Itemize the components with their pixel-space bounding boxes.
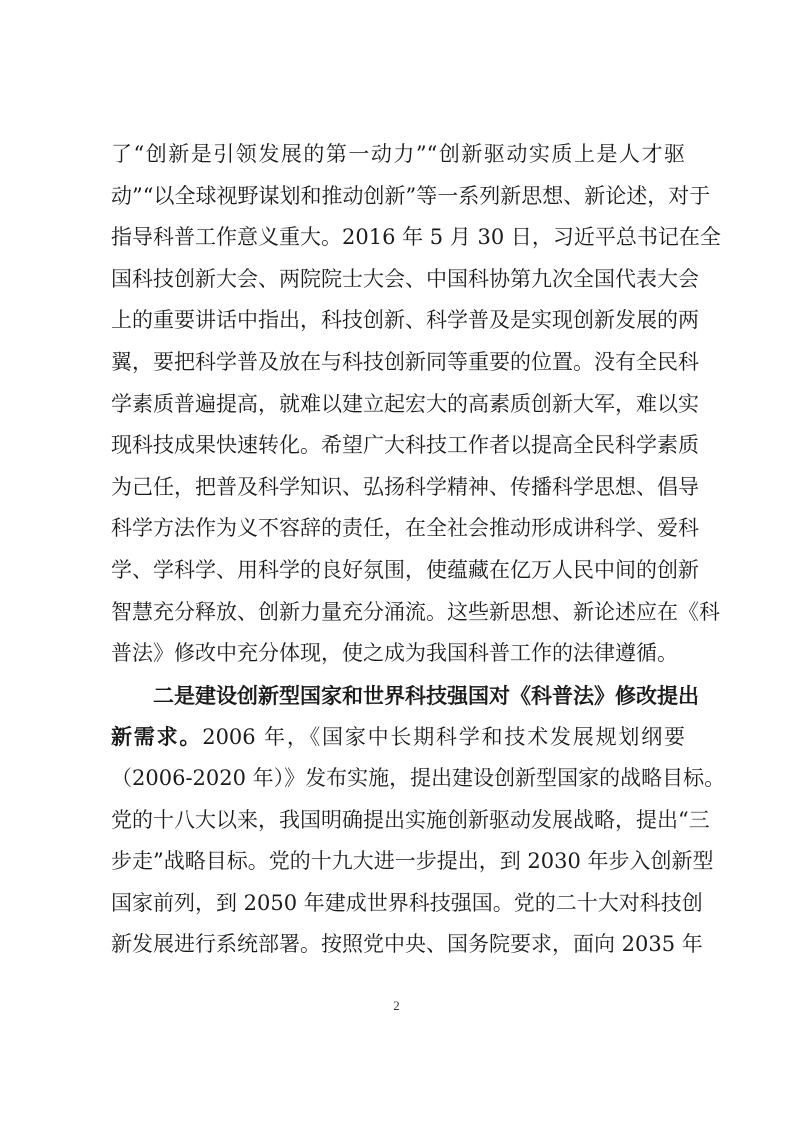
text-line: 现科技成果快速转化。希望广大科技工作者以提高全民科学素质 — [111, 433, 699, 458]
text-line: （2006-2020 年）》发布实施，提出建设创新型国家的战略目标。 — [111, 765, 726, 790]
text-line: 翼，要把科学普及放在与科技创新同等重要的位置。没有全民科 — [111, 349, 699, 374]
text-span: 2006 年，《国家中长期科学和技术发展规划纲要 — [202, 725, 685, 750]
text-line: 国科技创新大会、两院院士大会、中国科协第九次全国代表大会 — [111, 266, 699, 291]
paragraph-heading-line — [111, 675, 699, 717]
text-line: 指导科普工作意义重大。2016 年 5 月 30 日，习近平总书记在全 — [111, 225, 721, 250]
text-line: 学素质普遍提高，就难以建立起宏大的高素质创新大军，难以实 — [111, 391, 699, 416]
text-line: 党的十八大以来，我国明确提出实施创新驱动发展战略，提出“三 — [111, 807, 710, 832]
text-line: 普法》修改中充分体现，使之成为我国科普工作的法律遵循。 — [111, 641, 678, 666]
text-line: 为己任，把普及科学知识、弘扬科学精神、传播科学思想、倡导 — [111, 474, 699, 499]
text-line: 步走”战略目标。党的十九大进一步提出，到 2030 年步入创新型 — [111, 849, 714, 874]
text-line: 了“创新是引领发展的第一动力”“创新驱动实质上是人才驱 — [111, 142, 685, 166]
paragraph-heading-emphasis: 新需求。 — [111, 724, 203, 750]
text-line: 智慧充分释放、创新力量充分涌流。这些新思想、新论述应在《科 — [111, 599, 720, 624]
text-line — [111, 716, 685, 758]
text-line: 新发展进行系统部署。按照党中央、国务院要求，面向 2035 年 — [111, 932, 703, 957]
body-text — [111, 134, 726, 966]
text-line: 上的重要讲话中指出，科技创新、科学普及是实现创新发展的两 — [111, 308, 699, 333]
text-line: 学、学科学、用科学的良好氛围，使蕴藏在亿万人民中间的创新 — [111, 557, 699, 582]
page-number: 2 — [393, 998, 400, 1013]
text-line: 动”“以全球视野谋划和推动创新”等一系列新思想、新论述，对于 — [111, 183, 711, 208]
paragraph-heading-emphasis: 二是建设创新型国家和世界科技强国对《科普法》修改提出 — [153, 682, 699, 708]
text-line: 国家前列，到 2050 年建成世界科技强国。党的二十大对科技创 — [111, 890, 703, 915]
text-line: 科学方法作为义不容辞的责任，在全社会推动形成讲科学、爱科 — [111, 516, 699, 541]
